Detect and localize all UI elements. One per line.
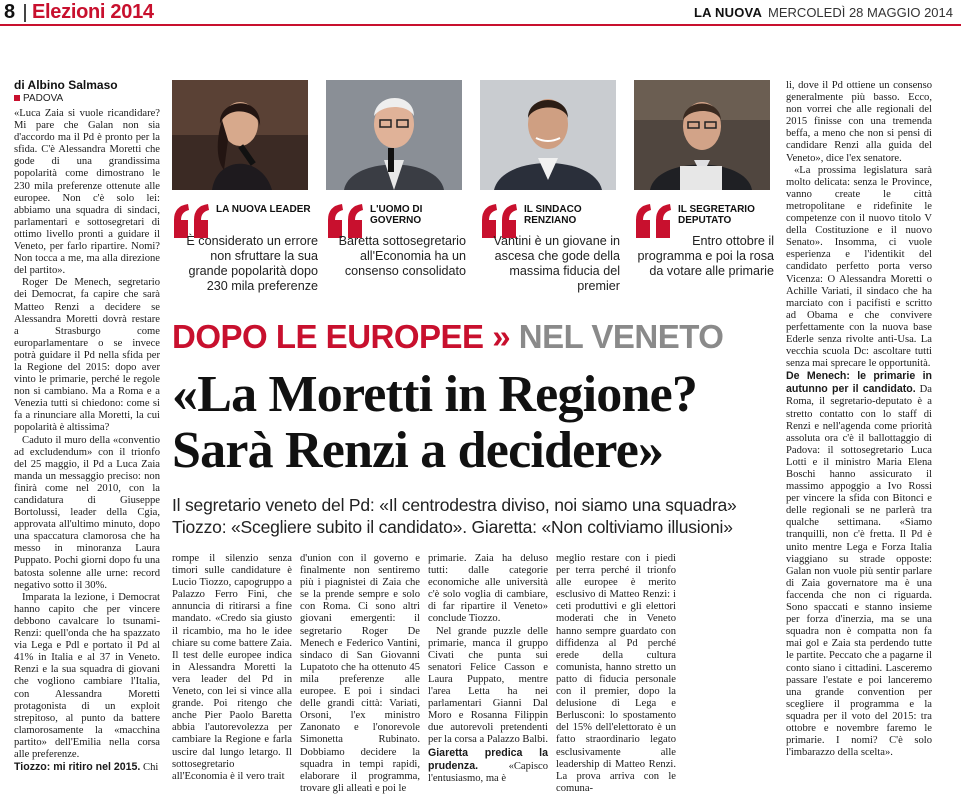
- paragraph: Tiozzo: mi ritiro nel 2015. Chi: [14, 761, 159, 774]
- photo-de-menech: [634, 80, 770, 190]
- deck-line-1: Il segretario veneto del Pd: «Il centrodestra diviso, noi siamo una squadra»: [172, 495, 737, 515]
- paragraph: Giaretta predica la prudenza. «Capisco l'entusiasmo, ma è: [428, 746, 548, 784]
- deck-line-2: Tiozzo: «Scegliere subito il candidato». Giaretta: «Non coltiviamo illusioni»: [172, 517, 733, 537]
- quote-role: L'UOMO DI GOVERNO: [370, 204, 423, 226]
- quote-role: LA NUOVA LEADER: [216, 204, 311, 215]
- quote-box-2: [326, 204, 466, 314]
- page-number: 8: [4, 1, 16, 23]
- paragraph: «Luca Zaia si vuole ricandidare? Mi pare che Galan non sia d'accordo ma il Pd è pronto per la sfida. C'è Alessandra Moretti che gode di una grandissima popolarità come dimostrano le 230 mila preferenze ottenute alle europee. Non c'è solo lei: abbiamo una squadra di sindaci, parlamentari e sottosegretari di ottimo livello pronti a guidare il Veneto, per farlo ripartire. Nomi? Non tocca a me, ma alla direzione del partito».: [14, 108, 160, 277]
- paragraph: primarie. Zaia ha deluso tutti: dalle categorie economiche alle università c'è solo voglia di cambiare, di far ripartire il Veneto» conclude Tiozzo.: [428, 553, 548, 625]
- paragraph: Imparata la lezione, i Democrat hanno capito che per vincere debbono cavalcare lo tsunami-Renzi: quell'onda che ha spazzato via Lega e Pdl e portato il Pd al 41% in Italia e al 37 in Veneto. Renzi e la sua squadra di giovani che vogliono cambiare l'Italia, con Alessandra Moretti protagonista di un exploit strepitoso, al punto da battere clamorosamente la «macchina partito» dell'Emilia nella corsa alle preferenze.: [14, 591, 160, 760]
- subheading: Tiozzo: mi ritiro nel 2015.: [14, 761, 141, 774]
- quote-box-1: [172, 204, 318, 314]
- text-column-3: [300, 553, 420, 794]
- quote-text: Entro ottobre il programma e poi la rosa da votare alle primarie: [637, 234, 774, 278]
- kicker-separator: »: [492, 318, 511, 355]
- section-title: Elezioni 2014: [32, 1, 154, 23]
- paragraph: li, dove il Pd ottiene un consenso generalmente più basso. Ecco, non vorrei che alle regionali del 2015 finisse con una tremenda beffa, a meno che non si pensi di candidare Renzi alla guida del Veneto», dice l'ex senatore.: [786, 80, 932, 164]
- paragraph: «La prossima legislatura sarà molto delicata: senza le Province, vanno create le città metropolitane e ridefinite le competenze con il nuovo titolo V della Costituzione e il nuovo Senato». Insomma, ci vuole esperienza e l'identikit del candidato perfetto porta verso Vicenza: O Alessandra Moretti o Achille Variati, il sindaco che ha marciato con i pacifisti e scritto ad Obama e che convivere perfettamente con la nuova base Ederle senza rivolte anti-Usa. La vecchia scuola Dc: ascoltare tutti senza mai sprecare le opportunità.: [786, 164, 932, 370]
- paragraph: Roger De Menech, segretario dei Democrat, fa capire che sarà Matteo Renzi a decidere se Alessandra Moretti dovrà restare a Strasburgo come europarlamentare o se invece potrà guidare il Pd nella sfida per la Regione del 2015: dopo aver vinto le primarie, perché le regole non si cambiano. Ma a Roma e a Venezia tutti si chiedono: come si fa a rinunciare alla Moretti, la cui popolarità è altissima?: [14, 277, 160, 434]
- paragraph: Nel grande puzzle delle primarie, manca il gruppo Civati che punta sui senatori Felice Casson e Laura Puppato, mentre l'area Letta ha nei parlamentari Gianni Dal Moro e Rosanna Filippin due autorevoli pretendenti per la corsa a Palazzo Balbi.: [428, 625, 549, 746]
- page-header: [0, 0, 961, 26]
- subheading: Giaretta predica la prudenza.: [428, 746, 548, 772]
- header-divider: [24, 4, 26, 22]
- byline: di Albino Salmaso: [14, 78, 118, 92]
- photo-baretta: [326, 80, 462, 190]
- quote-box-3: [480, 204, 620, 314]
- text-column-1: [14, 108, 160, 774]
- quotation-mark-icon: [634, 204, 674, 238]
- issue-date: MERCOLEDÌ 28 MAGGIO 2014: [768, 5, 953, 20]
- quote-text: Vantini è un giovane in ascesa che gode della massima fiducia del premier: [493, 234, 620, 293]
- quote-role: IL SINDACO RENZIANO: [524, 204, 582, 226]
- subheading: De Menech: le primarie in autunno per il candidato.: [786, 370, 932, 396]
- quote-box-4: [634, 204, 774, 314]
- paragraph: Caduto il muro della «conventio ad excludendum» con il trionfo del 25 maggio, il Pd a Luca Zaia manda un messaggio preciso: non finirà come nel 2010, con la candidatura di Giuseppe Bortolussi, leader della Cgia, approvata all'ultimo minuto, dopo una spaccatura clamorosa che ha messo in minoranza Laura Puppato. Pochi giorni dopo fu una batosta solenne alle urne: record negativo sotto il 30%.: [14, 434, 160, 591]
- kicker: DOPO LE EUROPEE » NEL VENETO: [172, 318, 724, 355]
- square-bullet-icon: [14, 95, 20, 101]
- text-column-2: [172, 553, 292, 782]
- text-column-4: [428, 553, 549, 784]
- masthead: [694, 5, 953, 20]
- photo-moretti: [172, 80, 308, 190]
- dateline: PADOVA: [14, 93, 63, 104]
- quote-role: IL SEGRETARIO DEPUTATO: [678, 204, 755, 226]
- headline: «La Moretti in Regione? Sarà Renzi a decidere»: [172, 366, 698, 479]
- quotation-mark-icon: [480, 204, 520, 238]
- quote-text: È considerato un errore non sfruttare la sua grande popolarità dopo 230 mila preferenze: [186, 234, 318, 293]
- text-column-6: [786, 80, 932, 759]
- newspaper-name: LA NUOVA: [694, 5, 763, 20]
- paragraph: meglio restare con i piedi per terra perché il trionfo alle europee è merito esclusivo di Matteo Renzi: i ceti produttivi e gli elettori moderati che in Veneto hanno sempre guardato con diffidenza al Pd perché erede della cultura comunista, hanno stretto un patto di fiducia personale con il premier, dopo la delusione di Lega e Berlusconi: lo spostamento del 15% dell'elettorato è un fatto straordinario legato esclusivamente alle leadership di Matteo Renzi. La prova arriva con le comuna-: [556, 553, 676, 794]
- quotation-mark-icon: [326, 204, 366, 238]
- paragraph: De Menech: le primarie in autunno per il candidato. Da Roma, il segretario-deputato è a stretto contatto con lo staff di Renzi e nell'agenda come priorità assoluta ora c'è il ballottaggio di Padova: il sottosegretario Luca Lotti e il ministro Maria Elena Boschi hanno assicurato il massimo appoggio a Ivo Rossi per vincere la sfida con Bitonci e delle regionali se ne parlerà tra qualche settimana. «Siamo tranquilli, non c'è fretta. Il Pd è unito mentre Lega e Forza Italia viaggiano su strade opposte: Galan non vuole più sentir parlare di Zaia governatore ma è una faccenda che non ci riguarda. Sono spaccati e stanno insieme per forza d'inerzia, ma se una squadra non è compatta non fa mai gol e Zaia sta perdendo tutte le partite. Peccato che a pagarne il conto siano i cittadini. Lasceremo passare l'estate e poi lanceremo una grande convention per scegliere il programma e la squadra per il voto del 2015: tra ottobre e novembre faremo le primarie. I nomi? C'è solo l'imbarazzo della scelta».: [786, 370, 932, 759]
- quote-text: Baretta sottosegretario all'Economia ha un consenso consolidato: [338, 234, 466, 278]
- paragraph: d'union con il governo e finalmente non sentiremo più i piagnistei di Zaia che se la prende sempre e solo con Roma. Ci sono altri giovani emergenti: il segretario Roger De Menech e Federico Vantini, sindaco di San Giovanni Lupatoto che ha ottenuto 45 mila preferenze alle europee. E poi i sindaci delle grandi città: Variati, Orsoni, l'ex ministro Zanonato e l'onorevole Simonetta Rubinato. Dobbiamo decidere la squadra in tempi rapidi, elaborare il programma, trovare gli alleati e poi le: [300, 553, 420, 794]
- photo-vantini: [480, 80, 616, 190]
- quotation-mark-icon: [172, 204, 212, 238]
- text-column-5: [556, 553, 676, 794]
- paragraph: rompe il silenzio senza timori sulle candidature è Lucio Tiozzo, capogruppo a Palazzo Ferro Fini, che annuncia di ritirarsi a fine mandato. «Credo sia giusto il ricambio, ma ho le idee chiare su come battere Zaia. Il test delle europee indica in Alessandra Moretti la vera leader del Pd in Veneto, con lei si vince alla grande. Poi ritengo che anche Pier Paolo Baretta abbia l'autorevolezza per cambiare la Regione e farla uscire dal lungo letargo. Il sottosegretario all'Economia è il vero trait: [172, 553, 292, 782]
